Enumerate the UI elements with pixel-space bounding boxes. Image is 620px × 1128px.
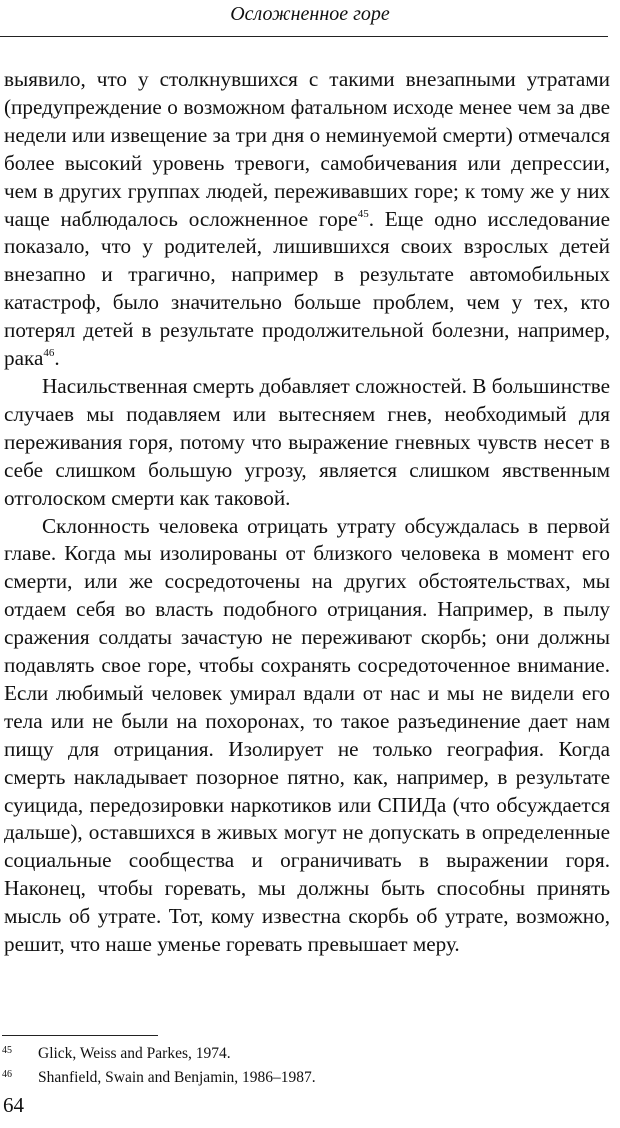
paragraph-1-part-c: . (54, 346, 60, 371)
paragraph-3: Склонность человека отрицать утрату обсуждалась в первой главе. Когда мы изолированы от близкого человека в момент его смерти, или же сосредоточены на других обстоятельствах, мы отдаем себя во власть подобного отрицания. Например, в пылу сражения солдаты зачастую не переживают скорбь; они должны подавлять свое горе, чтобы сохранять сосредоточенное внимание. Если любимый человек умирал вдали от нас и мы не видели его тела или не были на похоронах, то такое разъединение дает нам пищу для отрицания. Изолирует не только география. Когда смерть накладывает позорное пятно, как, например, в результате суицида, передозировки наркотиков или СПИДа (что обсуждается дальше), оставшихся в живых могут не допускать в определенные социальные сообщества и ограничивать в выражении горя. Наконец, чтобы горевать, мы должны быть способны принять мысль об утрате. Тот, кому известна скорбь об утрате, возможно, решит, что наше уменье горевать превышает меру. (4, 513, 610, 957)
footnote-rule (2, 1035, 158, 1036)
footnotes (2, 1045, 602, 1093)
paragraph-1-part-b: . Еще одно исследование показало, что у родителей, лишившихся своих взрослых детей внезапно и трагично, например в результате автомобильных катастроф, было значительно больше проблем, чем у тех, кто потерял детей в результате продолжительной болезни, например, рака (4, 206, 610, 371)
footnote-number: 46 (2, 1069, 12, 1080)
running-header-title: Осложненное горе (230, 3, 390, 25)
footnote-text: Glick, Weiss and Parkes, 1974. (38, 1045, 231, 1062)
paragraph-2: Насильственная смерть добавляет сложностей. В большинстве случаев мы подавляем или вытесняем гнев, необходимый для переживания горя, потому что выражение гневных чувств несет в себе слишком большую угрозу, является слишком явственным отголоском смерти как таковой. (4, 373, 610, 510)
paragraph-1-part-a: выявило, что у столкнувшихся с такими внезапными утратами (предупреждение о возможном фатальном исходе менее чем за две недели или извещение за три дня о неминуемой смерти) отмечался более высокий уровень тревоги, самобичевания или депрессии, чем в других группах людей, переживавших горе; к тому же у них чаще наблюдалось осложненное горе (4, 67, 610, 231)
footnote-number: 45 (2, 1045, 12, 1056)
footnote-46 (2, 1069, 602, 1093)
paragraph-1 (4, 66, 610, 373)
footnote-text: Shanfield, Swain and Benjamin, 1986–1987. (38, 1069, 316, 1086)
footnote-ref-45: 45 (357, 207, 369, 220)
page-number: 64 (3, 1093, 24, 1117)
body-text (4, 66, 610, 959)
footnote-45 (2, 1045, 602, 1069)
footnote-ref-46: 46 (43, 347, 55, 360)
running-header (0, 0, 620, 40)
header-rule (0, 36, 608, 37)
